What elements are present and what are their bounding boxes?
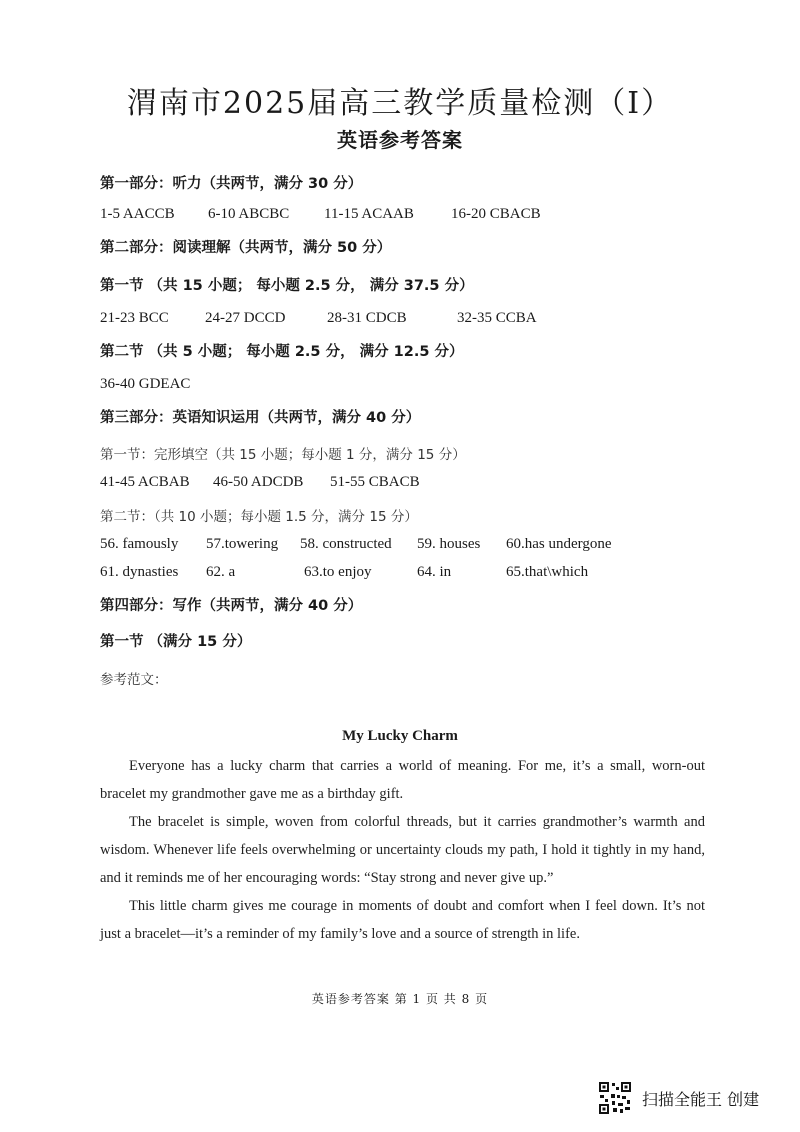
page-title: 渭南市2025届高三教学质量检测（Ⅰ） [126, 86, 674, 121]
answer-item: 56. famously [100, 536, 179, 552]
answer-group: 32-35 CCBA [457, 310, 537, 326]
answer-item: 60.has undergone [506, 536, 612, 552]
sample-essay-label: 参考范文： [100, 672, 168, 688]
part4-heading: 第四部分：写作（共两节，满分 40 分） [100, 598, 363, 614]
answer-group: 21-23 BCC [100, 310, 169, 326]
answer-group: 46-50 ADCDB [213, 474, 304, 490]
part4-section1-heading: 第一节 （满分 15 分） [100, 634, 252, 650]
part3-section2-heading: 第二节：（共 10 小题；每小题 1.5 分，满分 15 分） [100, 509, 418, 525]
answer-item: 62. a [206, 564, 236, 580]
answer-item: 63.to enjoy [304, 564, 372, 580]
answer-item: 59. houses [417, 536, 481, 552]
part2-section1-heading: 第一节 （共 15 小题； 每小题 2.5 分， 满分 37.5 分） [100, 278, 474, 294]
answer-item: 65.that\which [506, 564, 589, 580]
scanner-watermark [598, 1080, 759, 1116]
essay-paragraph: This little charm gives me courage in moments of doubt and comfort when I feel down. It’s not just a bracelet—it’s a reminder of my family’s love and a source of strength in life. [100, 898, 705, 942]
essay-title: My Lucky Charm [342, 728, 458, 744]
answer-group: 16-20 CBACB [451, 206, 541, 222]
answer-group: 41-45 ACBAB [100, 474, 190, 490]
answer-group: 6-10 ABCBC [208, 206, 290, 222]
part1-heading: 第一部分：听力（共两节，满分 30 分） [100, 176, 363, 192]
part3-section1-heading: 第一节：完形填空（共 15 小题；每小题 1 分，满分 15 分） [100, 447, 466, 463]
answer-item: 58. constructed [300, 536, 392, 552]
essay-body [100, 752, 705, 948]
answer-group: 11-15 ACAAB [324, 206, 414, 222]
answer-group: 36-40 GDEAC [100, 376, 191, 392]
answer-item: 57.towering [206, 536, 279, 552]
answer-group: 51-55 CBACB [330, 474, 420, 490]
answer-item: 64. in [417, 564, 452, 580]
qr-code-icon [598, 1081, 632, 1115]
answer-group: 24-27 DCCD [205, 310, 286, 326]
part2-heading: 第二部分：阅读理解（共两节，满分 50 分） [100, 240, 392, 256]
answer-item: 61. dynasties [100, 564, 179, 580]
part3-heading: 第三部分：英语知识运用（共两节，满分 40 分） [100, 410, 421, 426]
essay-paragraph: The bracelet is simple, woven from colorful threads, but it carries grandmother’s warmth and wisdom. Whenever life feels overwhelming or uncertainty clouds my path, I hold it tightly in my hand, and it reminds me of her encouraging words: “Stay strong and never give up.” [100, 814, 705, 886]
answer-group: 1-5 AACCB [100, 206, 175, 222]
part2-section2-heading: 第二节 （共 5 小题； 每小题 2.5 分， 满分 12.5 分） [100, 344, 464, 360]
essay-paragraph: Everyone has a lucky charm that carries a world of meaning. For me, it’s a small, worn-out bracelet my grandmother gave me as a birthday gift. [100, 758, 705, 802]
page-footer: 英语参考答案 第 1 页 共 8 页 [311, 992, 489, 1006]
page-subtitle: 英语参考答案 [337, 128, 463, 152]
answer-group: 28-31 CDCB [327, 310, 407, 326]
watermark-text: 扫描全能王 创建 [642, 1089, 760, 1109]
